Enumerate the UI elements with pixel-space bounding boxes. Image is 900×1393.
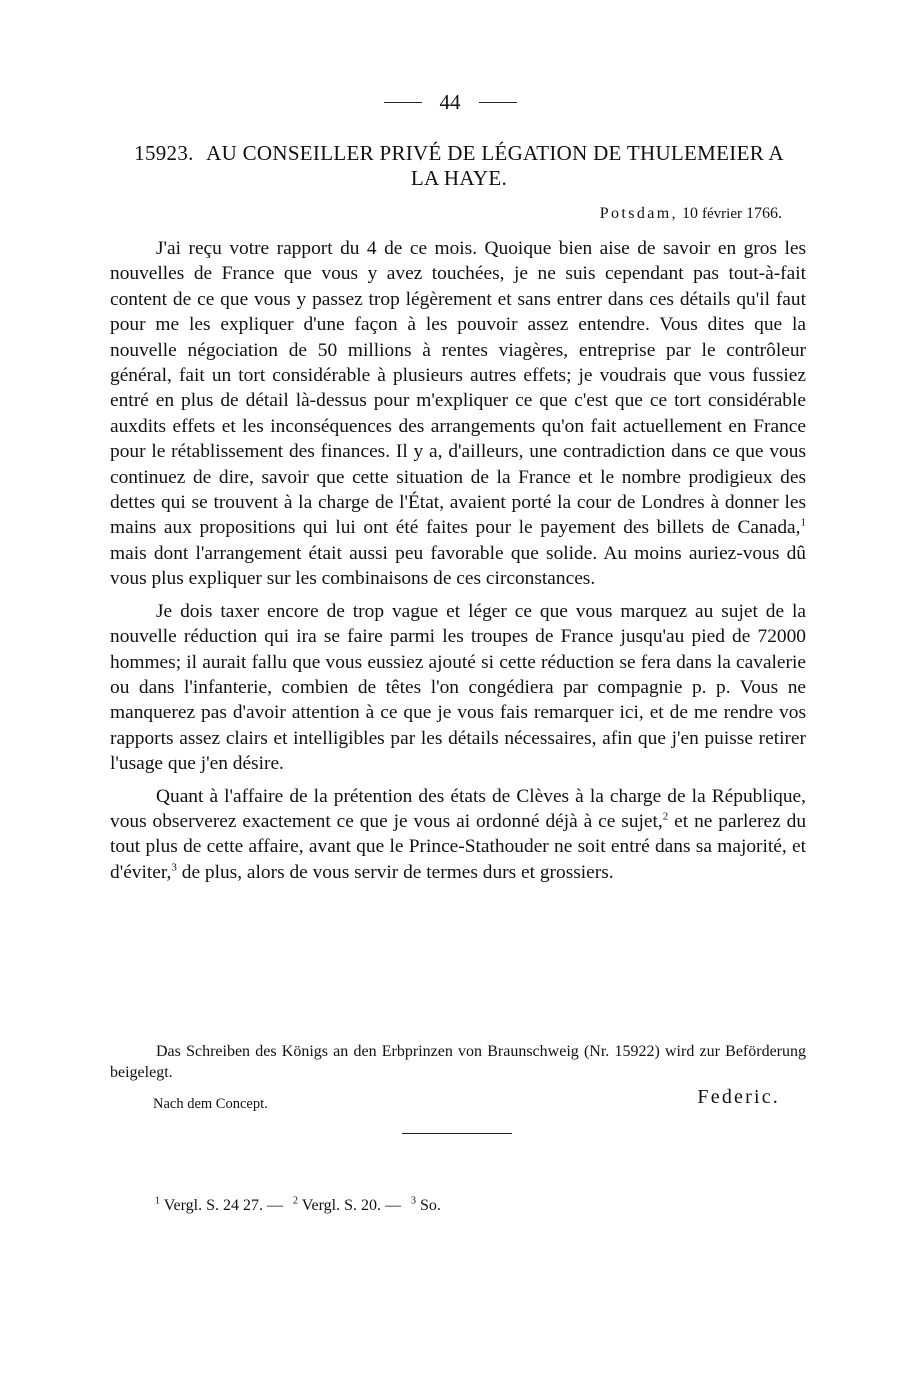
footnote-ref-1: 1 (800, 517, 806, 529)
enclosure-note: Das Schreiben des Königs an den Erbprinzen von Braunschweig (Nr. 15922) wird zur Beförderung beigelegt. (110, 1043, 806, 1081)
document-number: 15923. (134, 141, 194, 165)
footnote-1 (155, 1197, 283, 1214)
signature: Federic. (697, 1086, 780, 1108)
paragraph-3-text-b: et ne parlerez du tout plus de cette affaire, avant que le Prince-Stathouder ne soit entré dans sa majorité, et d'éviter, (110, 810, 807, 883)
footnote-3-text: So. (419, 1197, 441, 1215)
paragraph-3-text-a: Quant à l'affaire de la prétention des états de Clèves à la charge de la République, vous observerez exactement ce que je vous ai ordonné déjà à ce sujet, (110, 785, 806, 832)
header-dash-right (479, 102, 517, 103)
footnote-2-text: Vergl. S. 20. — (301, 1197, 401, 1215)
paragraph-3-text-c: de plus, alors de vous servir de termes durs et grossiers. (176, 861, 614, 883)
dateline-year: 1766. (746, 205, 782, 222)
footnote-3 (411, 1197, 441, 1214)
footnote-ref-2: 2 (662, 810, 669, 823)
source-note: Nach dem Concept. (153, 1096, 268, 1112)
dateline-month: février (702, 206, 742, 222)
page-number: 44 (439, 89, 461, 114)
paragraph-2: Je dois taxer encore de trop vague et léger ce que vous marquez au sujet de la nouvelle réduction qui ira se faire parmi les troupes de France jusqu'au pied de 72000 hommes; il aurait fallu que vous eussiez ajouté si cette réduction se fera dans la cavalerie ou dans l'infanterie, combien de têtes l'on congédiera par compagnie p. p. Vous ne manquerez pas d'avoir attention à ce que je vous fais remarquer ici, et de me rendre vos rapports assez clairs et intelligibles par les détails nécessaires, afin que j'en puisse retirer l'usage que j'en désire. (110, 600, 806, 775)
footnote-1-number: 1 (155, 1196, 160, 1207)
paragraph-1-text-a: J'ai reçu votre rapport du 4 de ce mois. Quoique bien aise de savoir en gros les nouvelles de France que vous y avez touchées, je ne suis cependant pas tout-à-fait content de ce que vous y passez trop légèrement et sans entrer dans ces détails qu'il faut pour me les expliquer d'une façon à les pouvoir assez entendre. Vous dites que la nouvelle négociation de 50 millions à rentes viagères, entreprise par le contrôleur général, fait un tort considérable à plusieurs autres effets; je voudrais que vous fussiez entré en plus de détail là-dessus pour m'expliquer ce que c'est que ce tort considérable auxdits effets et les inconséquences des arrangements qu'on fait actuellement en France pour le rétablissement des finances. Il y a, d'ailleurs, une contradiction dans ce que vous continuez de dire, savoir que cette situation de la France et le nombre prodigieux des dettes qui se trouvent à la charge de l'État, avaient porté la cour de Londres à donner les mains aux propositions qui lui ont été faites pour le payement des billets de Canada, (110, 238, 806, 539)
letter-body (110, 236, 806, 892)
dateline-day: 10 (682, 205, 699, 222)
paragraph-3 (110, 784, 806, 886)
footnote-1-text: Vergl. S. 24 27. — (163, 1197, 283, 1215)
dateline-place: Potsdam, (599, 205, 679, 222)
footnote-2-number: 2 (292, 1196, 298, 1207)
footnote-ref-3: 3 (171, 861, 177, 874)
footnotes (155, 1196, 447, 1215)
paragraph-1 (110, 236, 806, 592)
page-header (0, 88, 900, 116)
letter-title (118, 141, 800, 191)
dateline (110, 205, 782, 223)
footnote-3-number: 3 (410, 1196, 416, 1207)
title-text: AU CONSEILLER PRIVÉ DE LÉGATION DE THULEMEIER A LA HAYE. (206, 141, 784, 190)
paragraph-1-text-b: mais dont l'arrangement était aussi peu favorable que solide. Au moins auriez-vous dû vous plus expliquer sur les combinaisons de ces circonstances. (110, 542, 806, 590)
section-divider (402, 1133, 512, 1134)
header-dash-left (384, 102, 422, 103)
footnote-2 (293, 1197, 401, 1214)
